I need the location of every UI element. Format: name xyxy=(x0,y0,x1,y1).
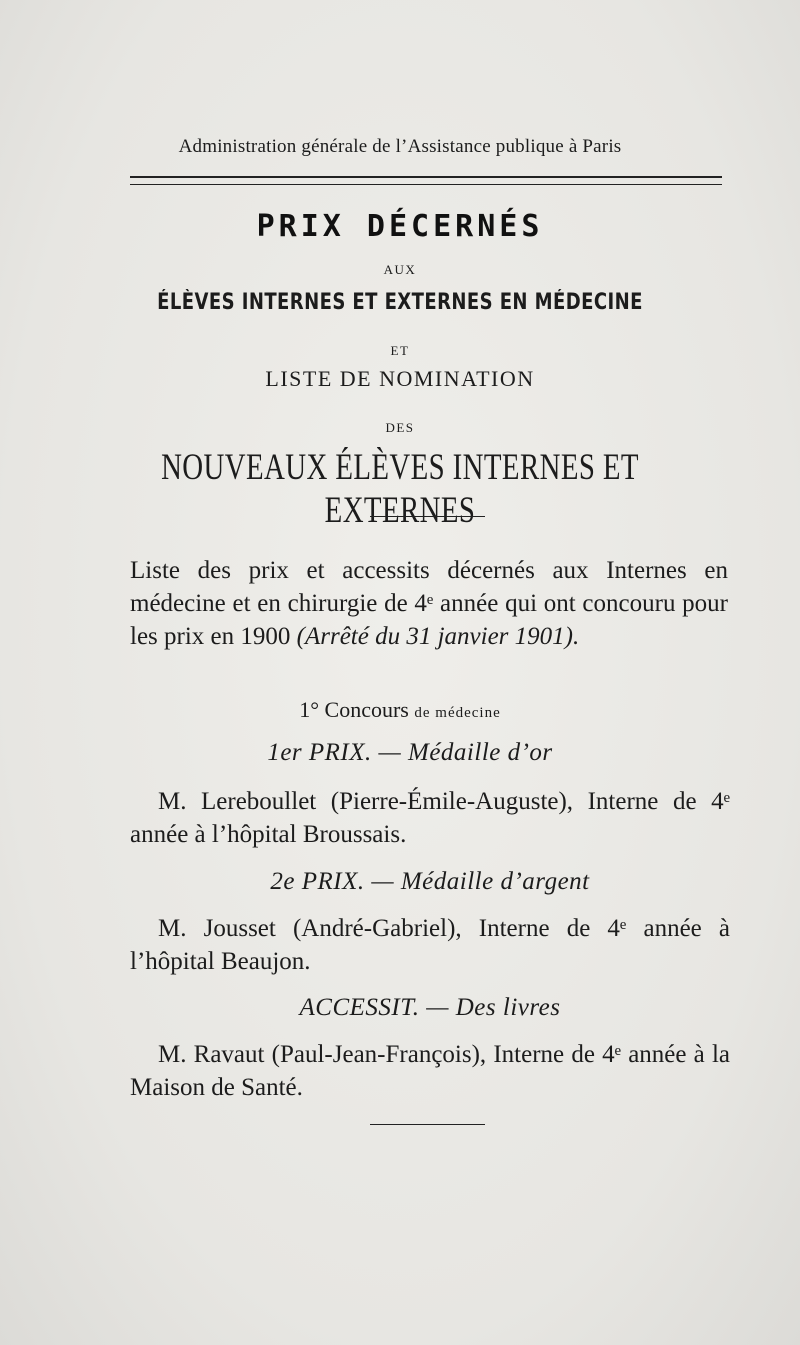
prize-winner-2 xyxy=(130,912,730,978)
prize-title-1: 1er PRIX. — Médaille d’or xyxy=(267,739,553,766)
intro-paragraph xyxy=(130,554,728,653)
prize-title-2: 2e PRIX. — Médaille d’argent xyxy=(270,868,590,895)
word-des: DES xyxy=(385,420,415,435)
prize-title-3: ACCESSIT. — Des livres xyxy=(299,994,561,1021)
word-aux: AUX xyxy=(383,262,417,277)
intro-arrete: (Arrêté du 31 janvier 1901). xyxy=(296,623,580,650)
concours-number: 1° xyxy=(299,697,320,722)
concours-rest: de médecine xyxy=(414,705,501,721)
title-nouveaux-eleves: NOUVEAUX ÉLÈVES INTERNES ET EXTERNES xyxy=(161,447,639,531)
intro-text: Liste des prix et accessits décernés aux Internes en médecine et en chirurgie de 4ᵉ année qui ont concouru pour les prix en 1900 xyxy=(130,557,728,650)
separator-rule-top xyxy=(370,516,485,517)
winner-text-2: M. Jousset (André-Gabriel), Interne de 4ᵉ année à l’hôpital Beaujon. xyxy=(130,915,730,975)
separator-rule-bottom xyxy=(370,1124,485,1125)
title-prix-decernes: PRIX DÉCERNÉS xyxy=(256,209,544,244)
winner-text-3: M. Ravaut (Paul-Jean-François), Interne de 4ᵉ année à la Maison de Santé. xyxy=(130,1041,730,1101)
header-line: Administration générale de l’Assistance publique à Paris xyxy=(178,136,622,157)
double-rule xyxy=(130,176,722,185)
prize-winner-1 xyxy=(130,785,730,851)
concours-big: Concours xyxy=(324,697,409,722)
winner-text-1: M. Lereboullet (Pierre-Émile-Auguste), Interne de 4ᵉ année à l’hôpital Broussais. xyxy=(130,788,730,848)
concours-heading xyxy=(0,697,800,723)
prize-winner-3 xyxy=(130,1038,730,1104)
word-et: ET xyxy=(390,343,410,358)
title-liste-nomination: LISTE DE NOMINATION xyxy=(265,366,535,391)
title-eleves: ÉLÈVES INTERNES ET EXTERNES EN MÉDECINE xyxy=(157,290,643,315)
